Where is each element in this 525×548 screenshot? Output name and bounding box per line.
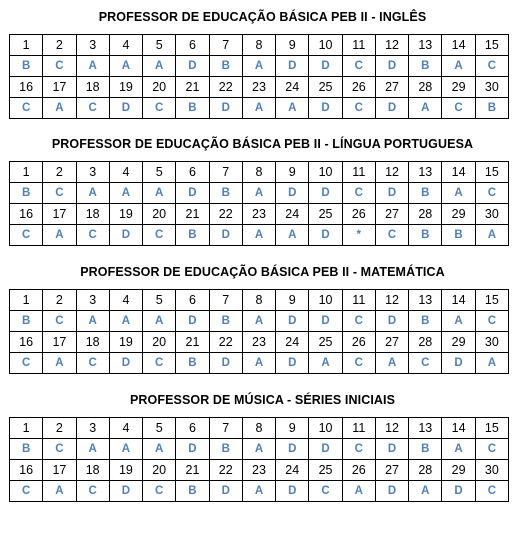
answer-letter: D [209,98,242,119]
answer-letter: A [242,56,275,77]
question-number: 7 [209,290,242,311]
question-number-row [10,162,509,183]
answer-letter: C [76,225,109,246]
question-number: 10 [309,162,342,183]
question-number: 4 [109,290,142,311]
question-number: 27 [375,204,408,225]
question-number: 25 [309,460,342,481]
question-number: 24 [276,204,309,225]
question-number: 7 [209,418,242,439]
question-number: 12 [375,418,408,439]
answer-letter: B [209,439,242,460]
answer-letter: D [176,439,209,460]
answer-letter: C [10,353,43,374]
question-number: 27 [375,332,408,353]
answer-letter: B [409,56,442,77]
answer-letter: D [176,311,209,332]
answer-letter: A [76,183,109,204]
answer-letter: D [109,225,142,246]
answer-letter: D [276,183,309,204]
answer-letter: C [375,225,408,246]
section-title: PROFESSOR DE EDUCAÇÃO BÁSICA PEB II - INGLÊS [98,10,427,24]
answer-letter: A [242,481,275,502]
answer-letter: D [276,481,309,502]
question-number: 8 [242,418,275,439]
answer-letter: A [43,225,76,246]
answer-letter: A [76,311,109,332]
answer-row [10,311,509,332]
answer-row [10,481,509,502]
question-number: 28 [409,460,442,481]
question-number: 5 [143,290,176,311]
answer-row [10,225,509,246]
answer-letter: C [43,183,76,204]
answer-letter: A [442,56,475,77]
answer-key-table [9,161,509,246]
answer-letter: D [176,183,209,204]
answer-letter: A [43,353,76,374]
question-number: 3 [76,418,109,439]
answer-letter: D [276,56,309,77]
question-number: 8 [242,162,275,183]
answer-letter: C [309,481,342,502]
question-number: 7 [209,162,242,183]
answer-letter: D [109,481,142,502]
answer-letter: C [43,56,76,77]
question-number-row [10,290,509,311]
answer-letter: D [209,353,242,374]
question-number: 29 [442,460,475,481]
answer-letter: A [375,353,408,374]
answer-letter: B [409,311,442,332]
answer-letter: A [442,311,475,332]
question-number: 10 [309,35,342,56]
answer-letter: D [442,353,475,374]
answer-row [10,183,509,204]
question-number: 15 [475,162,508,183]
question-number: 14 [442,290,475,311]
question-number: 13 [409,290,442,311]
answer-letter: A [109,439,142,460]
question-number: 26 [342,77,375,98]
question-number: 28 [409,332,442,353]
answer-letter: A [442,183,475,204]
question-number: 13 [409,35,442,56]
answer-letter: B [10,439,43,460]
question-number: 18 [76,204,109,225]
question-number-row [10,77,509,98]
question-number: 24 [276,77,309,98]
answer-letter: A [109,56,142,77]
answer-letter: C [43,439,76,460]
question-number-row [10,418,509,439]
answer-letter: A [276,225,309,246]
question-number: 23 [242,77,275,98]
answer-letter: A [276,98,309,119]
question-number: 11 [342,35,375,56]
answer-row [10,56,509,77]
question-number: 20 [143,332,176,353]
answer-letter: A [342,481,375,502]
answer-letter: C [442,98,475,119]
question-number: 1 [10,418,43,439]
answer-letter: C [76,481,109,502]
question-number: 28 [409,204,442,225]
question-number: 3 [76,290,109,311]
question-number: 3 [76,162,109,183]
question-number: 16 [10,332,43,353]
answer-letter: A [309,353,342,374]
question-number: 30 [475,332,508,353]
question-number: 18 [76,332,109,353]
answer-letter: D [309,98,342,119]
answer-row [10,353,509,374]
answer-letter: D [375,481,408,502]
answer-letter: D [276,353,309,374]
question-number: 20 [143,460,176,481]
question-number: 21 [176,77,209,98]
answer-key-table [9,417,509,502]
question-number: 22 [209,204,242,225]
answer-letter: B [10,311,43,332]
question-number: 8 [242,290,275,311]
question-number: 10 [309,418,342,439]
question-number: 29 [442,332,475,353]
question-number: 1 [10,290,43,311]
answer-letter: D [109,98,142,119]
answer-letter: C [76,353,109,374]
answer-letter: C [475,311,508,332]
question-number: 13 [409,162,442,183]
question-number-row [10,460,509,481]
answer-letter: A [475,353,508,374]
answer-letter: C [475,56,508,77]
question-number: 2 [43,418,76,439]
answer-letter: A [242,353,275,374]
answer-letter: D [375,183,408,204]
question-number: 11 [342,162,375,183]
question-number-row [10,35,509,56]
answer-letter: D [309,311,342,332]
answer-letter: A [442,439,475,460]
answer-letter: C [143,353,176,374]
answer-letter: D [309,56,342,77]
question-number: 25 [309,332,342,353]
answer-letter: D [309,183,342,204]
answer-letter: D [209,481,242,502]
question-number: 30 [475,460,508,481]
question-number: 23 [242,460,275,481]
answer-letter: D [442,481,475,502]
question-number: 16 [10,77,43,98]
answer-letter: C [475,439,508,460]
question-number: 17 [43,460,76,481]
answer-letter: C [342,183,375,204]
answer-letter: C [10,98,43,119]
answer-letter: A [76,56,109,77]
question-number: 5 [143,35,176,56]
answer-letter: A [43,481,76,502]
section-title: PROFESSOR DE EDUCAÇÃO BÁSICA PEB II - MATEMÁTICA [80,265,445,279]
answer-letter: B [209,56,242,77]
question-number: 5 [143,418,176,439]
question-number: 19 [109,204,142,225]
question-number: 28 [409,77,442,98]
question-number: 6 [176,162,209,183]
answer-letter: A [109,183,142,204]
question-number: 15 [475,418,508,439]
question-number-row [10,204,509,225]
answer-letter: D [375,98,408,119]
question-number: 14 [442,418,475,439]
answer-letter: A [143,183,176,204]
answer-letter: C [10,225,43,246]
question-number: 17 [43,204,76,225]
question-number: 12 [375,162,408,183]
question-number: 30 [475,77,508,98]
question-number: 19 [109,77,142,98]
answer-letter: D [209,225,242,246]
question-number: 10 [309,290,342,311]
question-number: 19 [109,460,142,481]
answer-letter: D [176,56,209,77]
question-number: 26 [342,204,375,225]
question-number-row [10,332,509,353]
question-number: 27 [375,460,408,481]
answer-row [10,98,509,119]
answer-letter: D [309,439,342,460]
question-number: 9 [276,35,309,56]
answer-letter: C [43,311,76,332]
question-number: 22 [209,77,242,98]
answer-letter: B [442,225,475,246]
question-number: 21 [176,332,209,353]
answer-letter: A [409,98,442,119]
answer-letter: A [242,183,275,204]
answer-letter: D [375,56,408,77]
question-number: 21 [176,204,209,225]
question-number: 1 [10,162,43,183]
section-title: PROFESSOR DE MÚSICA - SÉRIES INICIAIS [129,393,396,407]
question-number: 2 [43,35,76,56]
answer-letter: B [176,353,209,374]
question-number: 24 [276,332,309,353]
question-number: 14 [442,162,475,183]
answer-letter: C [143,481,176,502]
answer-letter: A [143,439,176,460]
question-number: 23 [242,204,275,225]
answer-letter: A [242,98,275,119]
question-number: 8 [242,35,275,56]
answer-letter: C [342,439,375,460]
question-number: 12 [375,290,408,311]
answer-letter: C [409,353,442,374]
question-number: 15 [475,290,508,311]
answer-letter: B [10,56,43,77]
answer-letter: B [475,98,508,119]
question-number: 5 [143,162,176,183]
question-number: 17 [43,332,76,353]
answer-letter: A [242,225,275,246]
question-number: 19 [109,332,142,353]
question-number: 21 [176,460,209,481]
answer-letter: C [342,98,375,119]
answer-letter: D [375,311,408,332]
question-number: 29 [442,77,475,98]
question-number: 24 [276,460,309,481]
question-number: 17 [43,77,76,98]
answer-letter: B [10,183,43,204]
answer-letter: B [209,311,242,332]
answer-letter: C [143,98,176,119]
answer-letter: B [209,183,242,204]
question-number: 20 [143,204,176,225]
question-number: 12 [375,35,408,56]
question-number: 11 [342,290,375,311]
question-number: 27 [375,77,408,98]
answer-key-table [9,34,509,119]
answer-letter: C [76,98,109,119]
answer-letter: C [342,311,375,332]
answer-letter: D [375,439,408,460]
answer-letter: B [409,225,442,246]
question-number: 25 [309,204,342,225]
question-number: 22 [209,460,242,481]
answer-letter: C [475,183,508,204]
question-number: 16 [10,460,43,481]
question-number: 9 [276,418,309,439]
question-number: 13 [409,418,442,439]
question-number: 4 [109,35,142,56]
answer-row [10,439,509,460]
question-number: 11 [342,418,375,439]
answer-letter: A [475,225,508,246]
answer-letter: C [143,225,176,246]
section-title: PROFESSOR DE EDUCAÇÃO BÁSICA PEB II - LÍNGUA PORTUGUESA [51,137,474,151]
question-number: 3 [76,35,109,56]
question-number: 15 [475,35,508,56]
question-number: 30 [475,204,508,225]
question-number: 4 [109,418,142,439]
answer-letter: B [409,183,442,204]
question-number: 18 [76,77,109,98]
answer-letter: A [43,98,76,119]
answer-letter: D [276,311,309,332]
question-number: 20 [143,77,176,98]
answer-letter: A [242,439,275,460]
question-number: 25 [309,77,342,98]
answer-letter: B [176,225,209,246]
answer-letter: D [276,439,309,460]
question-number: 2 [43,162,76,183]
answer-letter: C [342,353,375,374]
answer-letter: A [409,481,442,502]
answer-letter: B [176,98,209,119]
answer-letter: D [109,353,142,374]
answer-letter: A [76,439,109,460]
question-number: 4 [109,162,142,183]
answer-letter: C [475,481,508,502]
question-number: 29 [442,204,475,225]
question-number: 26 [342,460,375,481]
answer-letter: B [409,439,442,460]
question-number: 9 [276,290,309,311]
answer-letter: C [10,481,43,502]
question-number: 6 [176,418,209,439]
answer-letter: A [242,311,275,332]
answer-letter: * [342,225,375,246]
question-number: 6 [176,290,209,311]
question-number: 1 [10,35,43,56]
question-number: 26 [342,332,375,353]
answer-letter: C [342,56,375,77]
answer-letter: A [143,56,176,77]
question-number: 14 [442,35,475,56]
answer-letter: D [309,225,342,246]
question-number: 6 [176,35,209,56]
answer-letter: A [109,311,142,332]
question-number: 22 [209,332,242,353]
question-number: 23 [242,332,275,353]
question-number: 9 [276,162,309,183]
question-number: 2 [43,290,76,311]
question-number: 7 [209,35,242,56]
answer-letter: B [176,481,209,502]
answer-letter: A [143,311,176,332]
question-number: 18 [76,460,109,481]
question-number: 16 [10,204,43,225]
answer-key-table [9,289,509,374]
